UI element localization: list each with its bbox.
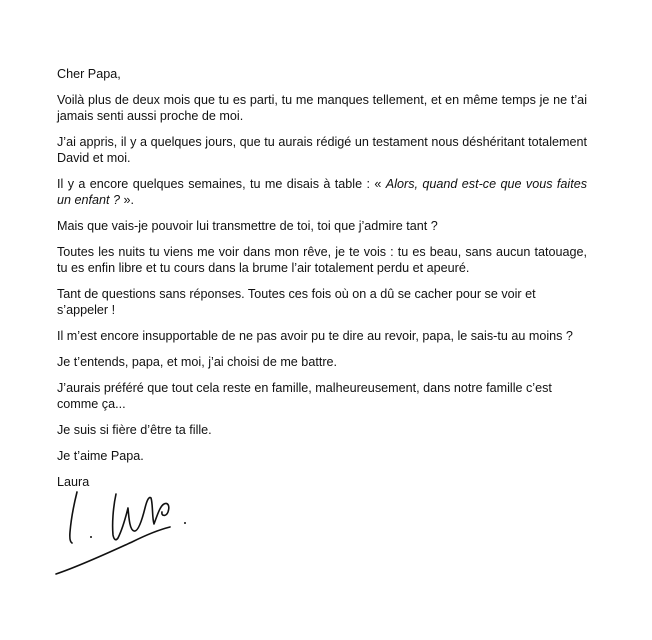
paragraph-absence: Voilà plus de deux mois que tu es parti, tu me manques tellement, et en même temps je ne t’ai jamais senti aussi proche de moi. bbox=[57, 93, 587, 123]
paragraph-quote bbox=[57, 176, 587, 208]
letter-body bbox=[57, 66, 587, 500]
paragraph-goodbye: Il m’est encore insupportable de ne pas avoir pu te dire au revoir, papa, le sais-tu au moins ? bbox=[57, 329, 573, 343]
paragraph-testament: J’ai appris, il y a quelques jours, que tu aurais rédigé un testament nous déshéritant totalement David et moi. bbox=[57, 135, 587, 165]
closing-name: Laura bbox=[57, 475, 90, 489]
quote-text: Alors, quand est-ce que vous faites un enfant ? bbox=[57, 177, 588, 207]
paragraph-questions: Tant de questions sans réponses. Toutes ces fois où on a dû se cacher pour se voir et s’appeler ! bbox=[57, 287, 536, 317]
paragraph-family: J’aurais préféré que tout cela reste en famille, malheureusement, dans notre famille c’est comme ça... bbox=[57, 381, 552, 411]
quote-intro: Il y a encore quelques semaines, tu me disais à table : « bbox=[57, 177, 386, 191]
paragraph-dream: Toutes les nuits tu viens me voir dans mon rêve, je te vois : tu es beau, sans aucun tatouage, tu es enfin libre et tu cours dans la brume l’air totalement perdu et apeuré. bbox=[57, 245, 587, 275]
paragraph-proud: Je suis si fière d’être ta fille. bbox=[57, 423, 212, 437]
paragraph-fight: Je t’entends, papa, et moi, j’ai choisi de me battre. bbox=[57, 355, 338, 369]
handwritten-signature bbox=[50, 486, 200, 578]
paragraph-love: Je t’aime Papa. bbox=[57, 449, 144, 463]
greeting: Cher Papa, bbox=[57, 67, 121, 81]
quote-end: ». bbox=[120, 193, 135, 207]
paragraph-transmit: Mais que vais-je pouvoir lui transmettre de toi, toi que j’admire tant ? bbox=[57, 219, 438, 233]
